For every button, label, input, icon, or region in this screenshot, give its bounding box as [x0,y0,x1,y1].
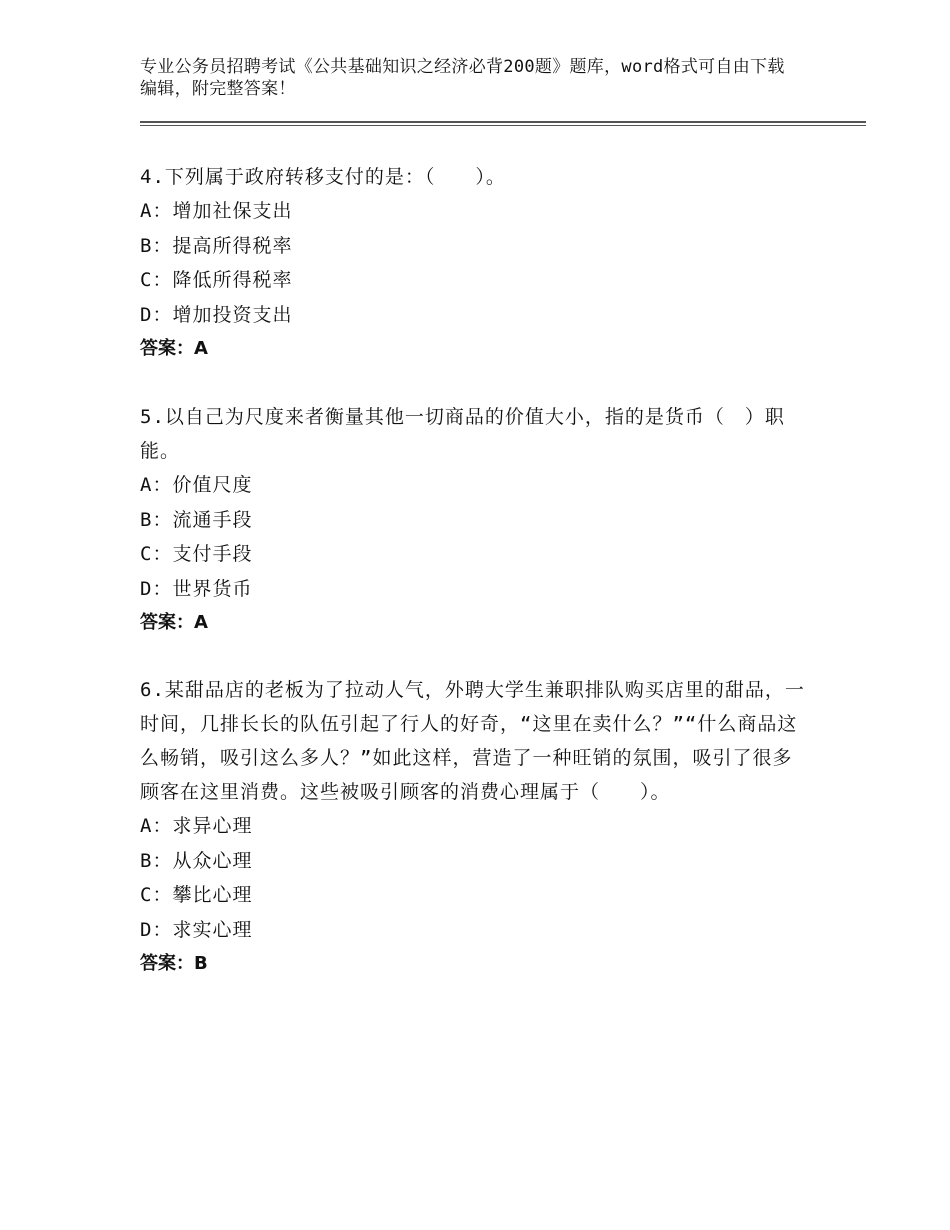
question-5 [140,400,810,640]
header-divider-thin [140,125,866,126]
option-d: D：增加投资支出 [140,303,293,326]
question-6 [140,673,810,981]
option-a: A：价值尺度 [140,474,253,496]
option-b: B：提高所得税率 [140,234,293,257]
answer-label: 答案：A [140,612,208,633]
option-a: A：求异心理 [140,815,253,837]
question-stem: 5.以自己为尺度来者衡量其他一切商品的价值大小，指的是货币（ ）职能。 [140,406,785,462]
option-a: A：增加社保支出 [140,200,293,222]
option-c: C：降低所得税率 [140,269,293,291]
answer-label: 答案：A [140,338,208,359]
question-stem: 6.某甜品店的老板为了拉动人气，外聘大学生兼职排队购买店里的甜品，一时间，几排长长的队伍引起了行人的好奇，“这里在卖什么？”“什么商品这么畅销，吸引这么多人？”如此这样，营造了一种旺销的氛围，吸引了很多顾客在这里消费。这些被吸引顾客的消费心理属于（ ）。 [140,679,805,803]
header-divider-thick [140,121,866,123]
question-4 [140,160,810,366]
option-d: D：世界货币 [140,577,253,600]
question-stem: 4.下列属于政府转移支付的是：（ ）。 [140,166,506,188]
option-c: C：攀比心理 [140,884,253,906]
option-b: B：从众心理 [140,849,253,872]
option-b: B：流通手段 [140,508,253,531]
document-header: 专业公务员招聘考试《公共基础知识之经济必背200题》题库，word格式可自由下载编辑，附完整答案！ [140,57,785,99]
option-d: D：求实心理 [140,918,253,941]
answer-label: 答案：B [140,953,208,974]
option-c: C：支付手段 [140,543,253,565]
